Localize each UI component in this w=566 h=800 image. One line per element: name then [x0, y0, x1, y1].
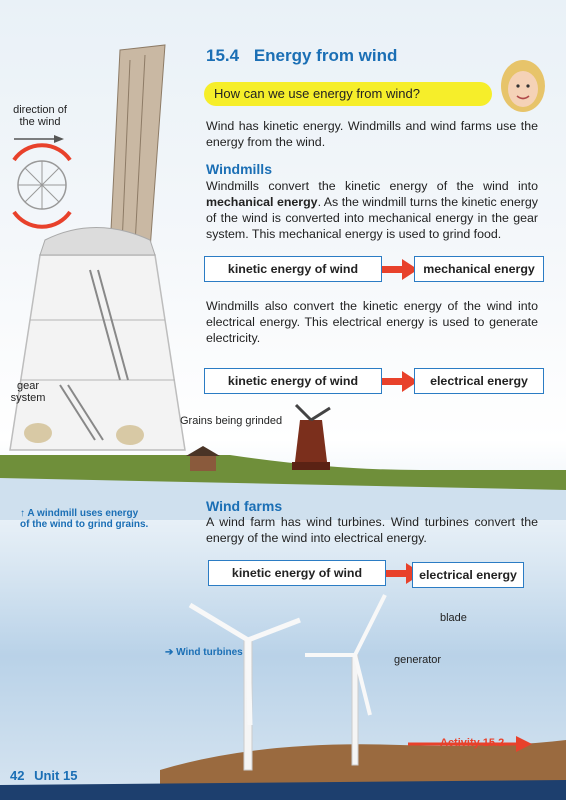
windmills-heading: Windmills: [206, 161, 272, 177]
windmills-paragraph-2: Windmills also convert the kinetic energy of the wind into electrical energy. This electrical energy is used to generate electricity.: [206, 299, 538, 345]
windfarms-paragraph: A wind farm has wind turbines. Wind turbines convert the energy of the wind into electrical energy.: [206, 515, 538, 545]
mechanical-energy-term: mechanical energy: [206, 195, 318, 209]
flow2-to-box: electrical energy: [414, 368, 544, 394]
generator-label: generator: [394, 654, 442, 666]
grains-label: Grains being grinded: [180, 415, 283, 427]
activity-link[interactable]: Activity 15.2: [440, 737, 505, 749]
section-heading: Energy from wind: [253, 46, 398, 65]
page-footer: [10, 768, 77, 783]
intro-text: Wind has kinetic energy. Windmills and wind farms use the energy from the wind.: [206, 119, 538, 149]
blade-label: blade: [440, 612, 467, 624]
windmills-text-b: . As the windmill turns the kinetic energy of the wind is converted into mechanical energy in the gear system. This mechanical energy is used to grind food.: [206, 195, 538, 241]
flow1-from-box: kinetic energy of wind: [204, 256, 382, 282]
flow1-arrow-icon: [382, 259, 418, 281]
turbines-caption: ➔ Wind turbines: [165, 647, 243, 658]
section-title: [206, 46, 397, 66]
flow3-from-box: kinetic energy of wind: [208, 560, 386, 586]
windmills-paragraph-1: [206, 178, 538, 242]
windfarms-heading: Wind farms: [206, 498, 283, 514]
direction-arrow-icon: [14, 134, 64, 144]
flow2-from-box: kinetic energy of wind: [204, 368, 382, 394]
section-number: 15.4: [206, 46, 240, 65]
windmills-text-a: Windmills convert the kinetic energy of the wind into: [206, 179, 538, 193]
flow2-arrow-icon: [382, 371, 418, 393]
girl-avatar: [494, 56, 552, 118]
question-bubble: How can we use energy from wind?: [204, 82, 492, 106]
page-number: 42: [10, 768, 25, 783]
flow3-to-box: electrical energy: [412, 562, 524, 588]
distant-windmill: [292, 405, 330, 470]
windmill-caption-text: A windmill uses energy of the wind to grind grains.: [20, 508, 149, 530]
gear-system-label: gear system: [10, 380, 46, 404]
flow1-to-box: mechanical energy: [414, 256, 544, 282]
unit-label: Unit 15: [34, 768, 78, 783]
wind-turbines-illustration: [160, 585, 400, 775]
turbines-caption-text: Wind turbines: [176, 647, 243, 658]
direction-of-wind-label: direction of the wind: [13, 104, 67, 128]
windmill-caption: ↑ A windmill uses energy of the wind to grind grains.: [20, 508, 149, 530]
